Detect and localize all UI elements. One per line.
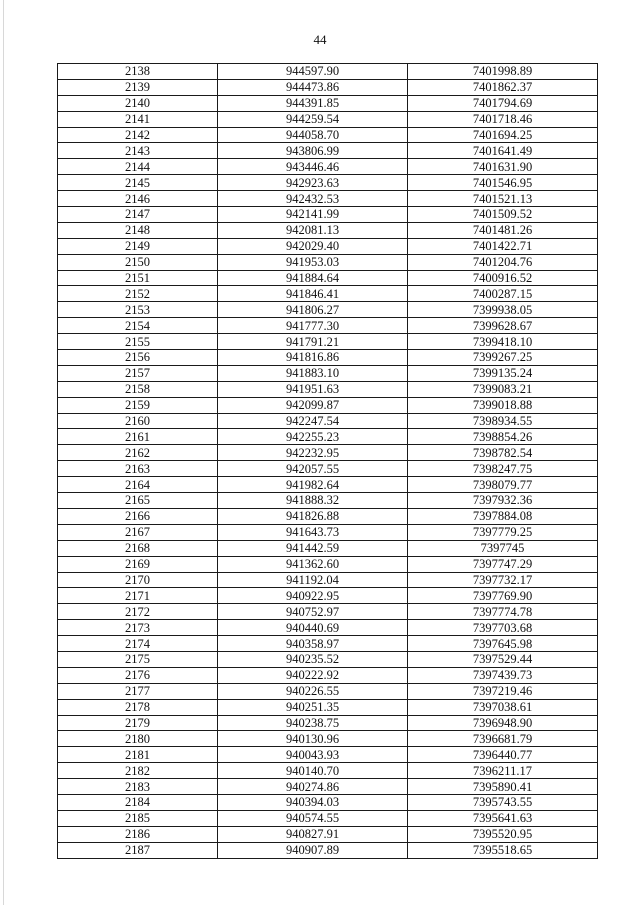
point-number-cell: 2180: [58, 731, 218, 747]
table-row: [58, 365, 598, 381]
y-coordinate-cell: 7400916.52: [408, 270, 598, 286]
x-coordinate-cell: 943446.46: [218, 159, 408, 175]
x-coordinate-cell: 940358.97: [218, 636, 408, 652]
y-coordinate-cell: 7398247.75: [408, 461, 598, 477]
x-coordinate-cell: 942232.95: [218, 445, 408, 461]
table-row: [58, 747, 598, 763]
table-row: [58, 572, 598, 588]
y-coordinate-cell: 7397779.25: [408, 524, 598, 540]
point-number-cell: 2154: [58, 318, 218, 334]
x-coordinate-cell: 942141.99: [218, 207, 408, 223]
y-coordinate-cell: 7401422.71: [408, 238, 598, 254]
point-number-cell: 2156: [58, 350, 218, 366]
table-row: [58, 111, 598, 127]
table-row: [58, 651, 598, 667]
table-row: [58, 715, 598, 731]
y-coordinate-cell: 7401509.52: [408, 207, 598, 223]
y-coordinate-cell: 7397884.08: [408, 508, 598, 524]
point-number-cell: 2166: [58, 508, 218, 524]
x-coordinate-cell: 941953.03: [218, 254, 408, 270]
y-coordinate-cell: 7399018.88: [408, 397, 598, 413]
x-coordinate-cell: 940226.55: [218, 683, 408, 699]
point-number-cell: 2147: [58, 207, 218, 223]
point-number-cell: 2160: [58, 413, 218, 429]
point-number-cell: 2183: [58, 779, 218, 795]
y-coordinate-cell: 7395641.63: [408, 810, 598, 826]
y-coordinate-cell: 7401862.37: [408, 79, 598, 95]
x-coordinate-cell: 942081.13: [218, 222, 408, 238]
point-number-cell: 2138: [58, 64, 218, 80]
point-number-cell: 2173: [58, 620, 218, 636]
point-number-cell: 2139: [58, 79, 218, 95]
point-number-cell: 2169: [58, 556, 218, 572]
table-row: [58, 350, 598, 366]
y-coordinate-cell: 7395890.41: [408, 779, 598, 795]
x-coordinate-cell: 942247.54: [218, 413, 408, 429]
table-row: [58, 318, 598, 334]
point-number-cell: 2179: [58, 715, 218, 731]
point-number-cell: 2170: [58, 572, 218, 588]
point-number-cell: 2162: [58, 445, 218, 461]
x-coordinate-cell: 940440.69: [218, 620, 408, 636]
y-coordinate-cell: 7401204.76: [408, 254, 598, 270]
y-coordinate-cell: 7396948.90: [408, 715, 598, 731]
y-coordinate-cell: 7397745: [408, 540, 598, 556]
table-row: [58, 143, 598, 159]
point-number-cell: 2143: [58, 143, 218, 159]
x-coordinate-cell: 940907.89: [218, 842, 408, 858]
table-row: [58, 604, 598, 620]
y-coordinate-cell: 7395743.55: [408, 794, 598, 810]
y-coordinate-cell: 7396211.17: [408, 763, 598, 779]
table-row: [58, 95, 598, 111]
x-coordinate-cell: 941362.60: [218, 556, 408, 572]
x-coordinate-cell: 940394.03: [218, 794, 408, 810]
y-coordinate-cell: 7395518.65: [408, 842, 598, 858]
x-coordinate-cell: 941442.59: [218, 540, 408, 556]
table-row: [58, 413, 598, 429]
table-row: [58, 842, 598, 858]
table-row: [58, 254, 598, 270]
y-coordinate-cell: 7397645.98: [408, 636, 598, 652]
point-number-cell: 2141: [58, 111, 218, 127]
table-row: [58, 238, 598, 254]
x-coordinate-cell: 940130.96: [218, 731, 408, 747]
y-coordinate-cell: 7399135.24: [408, 365, 598, 381]
y-coordinate-cell: 7401794.69: [408, 95, 598, 111]
point-number-cell: 2181: [58, 747, 218, 763]
point-number-cell: 2158: [58, 381, 218, 397]
y-coordinate-cell: 7401694.25: [408, 127, 598, 143]
point-number-cell: 2152: [58, 286, 218, 302]
x-coordinate-cell: 942255.23: [218, 429, 408, 445]
x-coordinate-cell: 940922.95: [218, 588, 408, 604]
table-row: [58, 826, 598, 842]
y-coordinate-cell: 7401546.95: [408, 175, 598, 191]
point-number-cell: 2167: [58, 524, 218, 540]
x-coordinate-cell: 944058.70: [218, 127, 408, 143]
point-number-cell: 2157: [58, 365, 218, 381]
y-coordinate-cell: 7398934.55: [408, 413, 598, 429]
y-coordinate-cell: 7400287.15: [408, 286, 598, 302]
x-coordinate-cell: 942099.87: [218, 397, 408, 413]
point-number-cell: 2178: [58, 699, 218, 715]
y-coordinate-cell: 7396681.79: [408, 731, 598, 747]
point-number-cell: 2140: [58, 95, 218, 111]
point-number-cell: 2150: [58, 254, 218, 270]
table-row: [58, 381, 598, 397]
x-coordinate-cell: 944259.54: [218, 111, 408, 127]
table-row: [58, 286, 598, 302]
y-coordinate-cell: 7401481.26: [408, 222, 598, 238]
y-coordinate-cell: 7397732.17: [408, 572, 598, 588]
y-coordinate-cell: 7401631.90: [408, 159, 598, 175]
table-row: [58, 779, 598, 795]
x-coordinate-cell: 940251.35: [218, 699, 408, 715]
y-coordinate-cell: 7401521.13: [408, 191, 598, 207]
x-coordinate-cell: 940238.75: [218, 715, 408, 731]
table-row: [58, 222, 598, 238]
x-coordinate-cell: 942029.40: [218, 238, 408, 254]
point-number-cell: 2186: [58, 826, 218, 842]
point-number-cell: 2187: [58, 842, 218, 858]
y-coordinate-cell: 7399628.67: [408, 318, 598, 334]
point-number-cell: 2171: [58, 588, 218, 604]
point-number-cell: 2145: [58, 175, 218, 191]
table-row: [58, 477, 598, 493]
table-row: [58, 683, 598, 699]
table-row: [58, 207, 598, 223]
x-coordinate-cell: 941816.86: [218, 350, 408, 366]
table-row: [58, 524, 598, 540]
point-number-cell: 2148: [58, 222, 218, 238]
y-coordinate-cell: 7401718.46: [408, 111, 598, 127]
y-coordinate-cell: 7399083.21: [408, 381, 598, 397]
x-coordinate-cell: 942923.63: [218, 175, 408, 191]
y-coordinate-cell: 7399938.05: [408, 302, 598, 318]
x-coordinate-cell: 941826.88: [218, 508, 408, 524]
x-coordinate-cell: 940222.92: [218, 667, 408, 683]
point-number-cell: 2164: [58, 477, 218, 493]
x-coordinate-cell: 941806.27: [218, 302, 408, 318]
y-coordinate-cell: 7396440.77: [408, 747, 598, 763]
point-number-cell: 2165: [58, 493, 218, 509]
x-coordinate-cell: 941982.64: [218, 477, 408, 493]
table-row: [58, 508, 598, 524]
page-number: 44: [313, 32, 327, 47]
x-coordinate-cell: 940827.91: [218, 826, 408, 842]
point-number-cell: 2163: [58, 461, 218, 477]
point-number-cell: 2184: [58, 794, 218, 810]
y-coordinate-cell: 7397439.73: [408, 667, 598, 683]
table-row: [58, 397, 598, 413]
coordinates-table-body: [58, 64, 598, 859]
point-number-cell: 2142: [58, 127, 218, 143]
table-row: [58, 810, 598, 826]
y-coordinate-cell: 7399267.25: [408, 350, 598, 366]
y-coordinate-cell: 7397219.46: [408, 683, 598, 699]
table-row: [58, 445, 598, 461]
x-coordinate-cell: 940574.55: [218, 810, 408, 826]
y-coordinate-cell: 7398782.54: [408, 445, 598, 461]
x-coordinate-cell: 940752.97: [218, 604, 408, 620]
point-number-cell: 2172: [58, 604, 218, 620]
point-number-cell: 2177: [58, 683, 218, 699]
x-coordinate-cell: 940274.86: [218, 779, 408, 795]
table-row: [58, 159, 598, 175]
x-coordinate-cell: 942432.53: [218, 191, 408, 207]
y-coordinate-cell: 7395520.95: [408, 826, 598, 842]
x-coordinate-cell: 944597.90: [218, 64, 408, 80]
y-coordinate-cell: 7397529.44: [408, 651, 598, 667]
x-coordinate-cell: 944391.85: [218, 95, 408, 111]
table-row: [58, 667, 598, 683]
x-coordinate-cell: 943806.99: [218, 143, 408, 159]
table-row: [58, 540, 598, 556]
point-number-cell: 2168: [58, 540, 218, 556]
y-coordinate-cell: 7397932.36: [408, 493, 598, 509]
x-coordinate-cell: 941846.41: [218, 286, 408, 302]
y-coordinate-cell: 7401998.89: [408, 64, 598, 80]
table-row: [58, 556, 598, 572]
x-coordinate-cell: 940140.70: [218, 763, 408, 779]
point-number-cell: 2176: [58, 667, 218, 683]
table-row: [58, 588, 598, 604]
y-coordinate-cell: 7397774.78: [408, 604, 598, 620]
y-coordinate-cell: 7398854.26: [408, 429, 598, 445]
table-row: [58, 493, 598, 509]
table-row: [58, 191, 598, 207]
table-row: [58, 175, 598, 191]
x-coordinate-cell: 941192.04: [218, 572, 408, 588]
point-number-cell: 2153: [58, 302, 218, 318]
table-row: [58, 699, 598, 715]
x-coordinate-cell: 941791.21: [218, 334, 408, 350]
x-coordinate-cell: 941951.63: [218, 381, 408, 397]
point-number-cell: 2151: [58, 270, 218, 286]
point-number-cell: 2182: [58, 763, 218, 779]
point-number-cell: 2175: [58, 651, 218, 667]
table-row: [58, 429, 598, 445]
table-row: [58, 302, 598, 318]
y-coordinate-cell: 7397769.90: [408, 588, 598, 604]
y-coordinate-cell: 7397703.68: [408, 620, 598, 636]
table-row: [58, 620, 598, 636]
y-coordinate-cell: 7398079.77: [408, 477, 598, 493]
table-row: [58, 763, 598, 779]
point-number-cell: 2144: [58, 159, 218, 175]
table-row: [58, 731, 598, 747]
x-coordinate-cell: 941883.10: [218, 365, 408, 381]
y-coordinate-cell: 7399418.10: [408, 334, 598, 350]
x-coordinate-cell: 941888.32: [218, 493, 408, 509]
point-number-cell: 2174: [58, 636, 218, 652]
y-coordinate-cell: 7397038.61: [408, 699, 598, 715]
scan-edge-line: [3, 0, 4, 905]
coordinates-table: [57, 63, 598, 859]
x-coordinate-cell: 941643.73: [218, 524, 408, 540]
table-row: [58, 79, 598, 95]
table-row: [58, 334, 598, 350]
table-row: [58, 636, 598, 652]
x-coordinate-cell: 942057.55: [218, 461, 408, 477]
table-row: [58, 461, 598, 477]
y-coordinate-cell: 7397747.29: [408, 556, 598, 572]
x-coordinate-cell: 941777.30: [218, 318, 408, 334]
table-row: [58, 270, 598, 286]
point-number-cell: 2146: [58, 191, 218, 207]
point-number-cell: 2185: [58, 810, 218, 826]
point-number-cell: 2155: [58, 334, 218, 350]
x-coordinate-cell: 941884.64: [218, 270, 408, 286]
point-number-cell: 2159: [58, 397, 218, 413]
point-number-cell: 2149: [58, 238, 218, 254]
table-row: [58, 127, 598, 143]
table-row: [58, 64, 598, 80]
x-coordinate-cell: 940043.93: [218, 747, 408, 763]
point-number-cell: 2161: [58, 429, 218, 445]
x-coordinate-cell: 944473.86: [218, 79, 408, 95]
y-coordinate-cell: 7401641.49: [408, 143, 598, 159]
x-coordinate-cell: 940235.52: [218, 651, 408, 667]
table-row: [58, 794, 598, 810]
